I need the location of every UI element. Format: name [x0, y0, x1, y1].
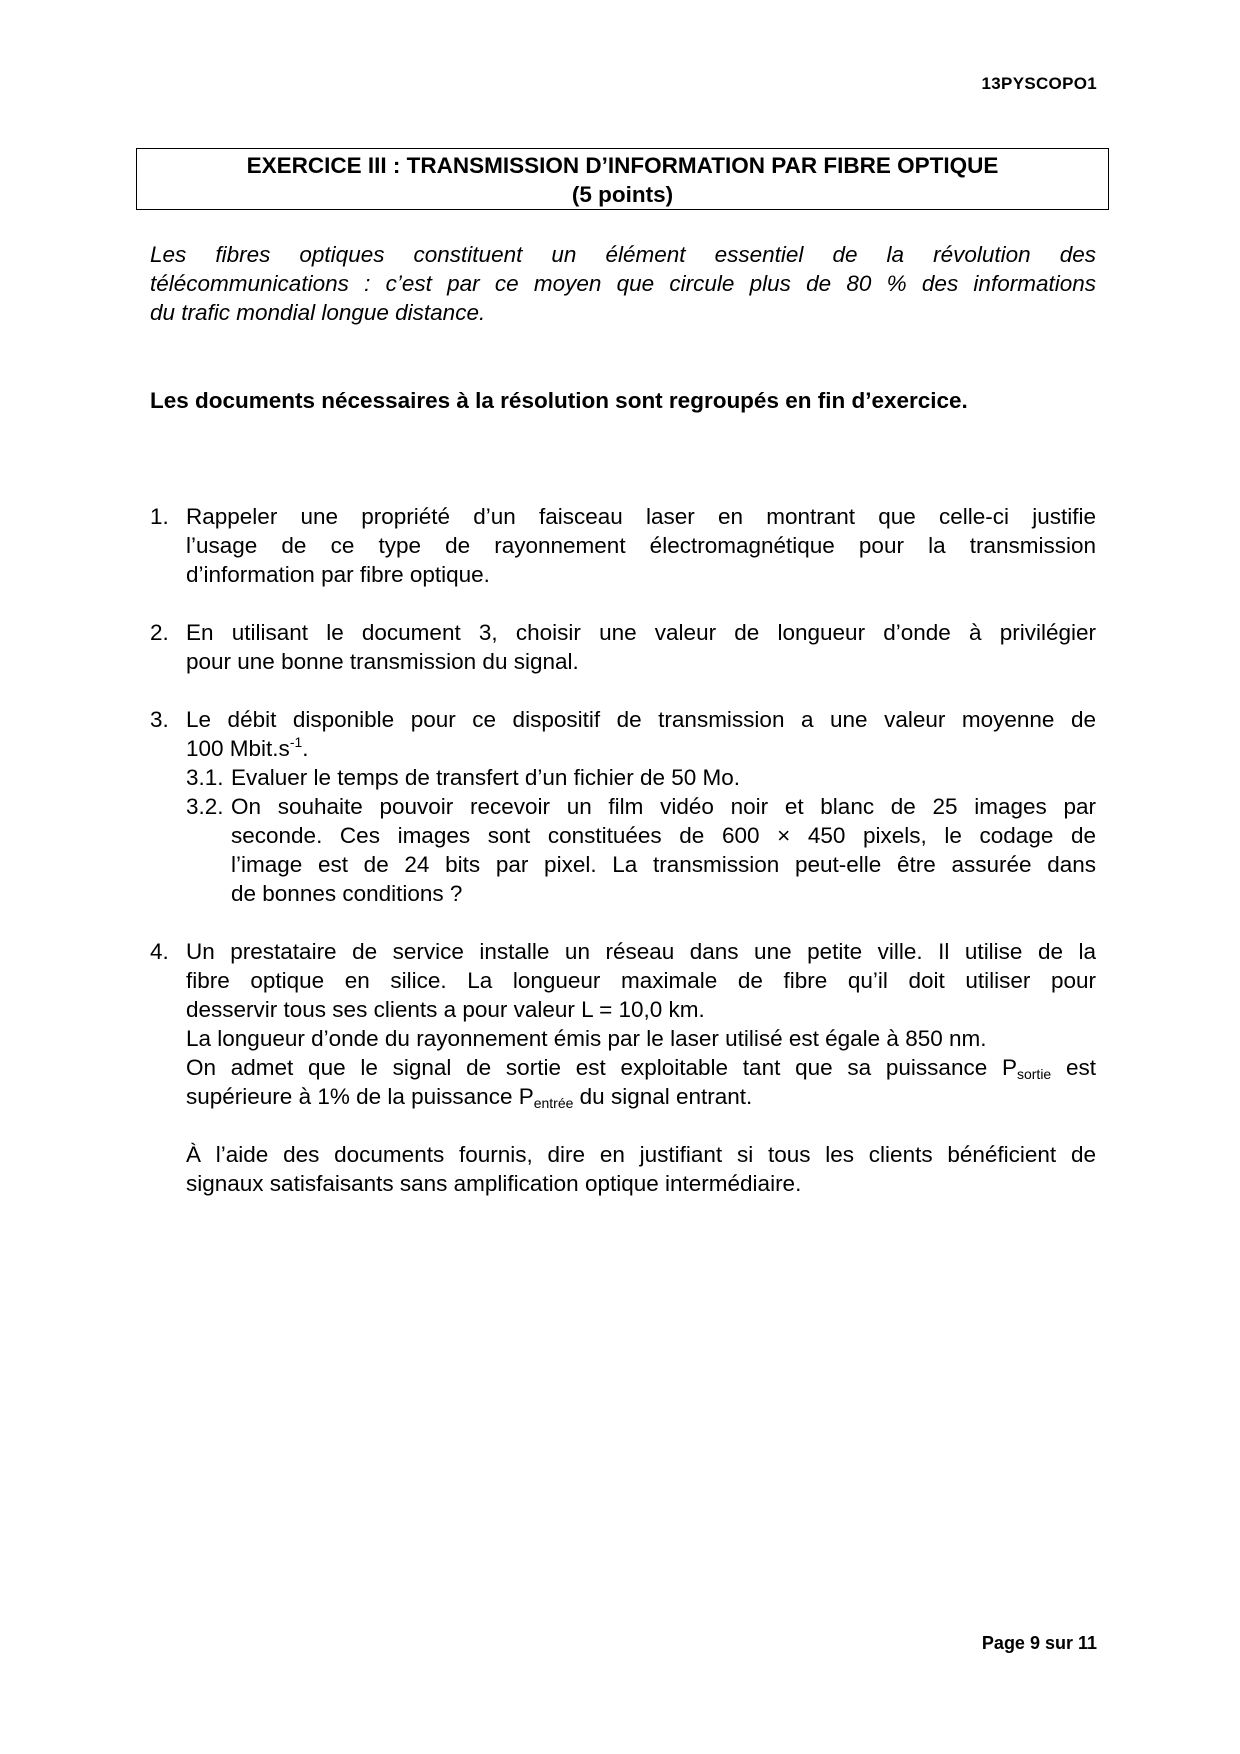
question-line: Un prestataire de service installe un réseau dans une petite ville. Il utilise de la: [186, 939, 1096, 964]
text-fragment: est: [1051, 1055, 1096, 1080]
question-line: fibre optique en silice. La longueur maximale de fibre qu’il doit utiliser pour: [186, 968, 1096, 993]
question-2: [150, 618, 1096, 676]
question-line: d’information par fibre optique.: [186, 562, 490, 587]
page-number: Page 9 sur 11: [981, 1633, 1097, 1653]
subquestion-3-1: [186, 763, 1096, 792]
question-line: Rappeler une propriété d’un faisceau laser en montrant que celle-ci justifie: [186, 504, 1096, 529]
text-fragment: du signal entrant.: [573, 1084, 753, 1109]
question-number: 4.: [150, 939, 169, 964]
question-line: l’usage de ce type de rayonnement électromagnétique pour la transmission: [186, 533, 1096, 558]
question-number: 1.: [150, 504, 169, 529]
intro-line: du trafic mondial longue distance.: [150, 300, 486, 325]
question-line: [186, 1053, 1096, 1082]
subscript-entree: entrée: [533, 1095, 574, 1111]
subscript-sortie: sortie: [1016, 1066, 1052, 1082]
question-number: 2.: [150, 620, 169, 645]
subquestion-3-2: [186, 792, 1096, 908]
question-line: signaux satisfaisants sans amplification optique intermédiaire.: [186, 1171, 802, 1196]
rate-exponent: -1: [289, 734, 303, 750]
subquestion-line: seconde. Ces images sont constituées de 600 × 450 pixels, le codage de: [231, 823, 1096, 848]
subquestion-number: 3.2.: [186, 794, 224, 819]
intro-paragraph: [150, 240, 1096, 327]
question-line: À l’aide des documents fournis, dire en justifiant si tous les clients bénéficient de: [186, 1142, 1096, 1167]
paragraph-gap: [186, 1111, 1096, 1140]
exercise-points: (5 points): [571, 182, 674, 207]
subquestion-line: On souhaite pouvoir recevoir un film vidéo noir et blanc de 25 images par: [231, 794, 1096, 819]
question-list: [150, 502, 1096, 1227]
question-line: La longueur d’onde du rayonnement émis par le laser utilisé est égale à 850 nm.: [186, 1026, 987, 1051]
question-line: En utilisant le document 3, choisir une valeur de longueur d’onde à privilégier: [186, 620, 1096, 645]
question-3: [150, 705, 1096, 908]
intro-line: Les fibres optiques constituent un élément essentiel de la révolution des: [150, 242, 1096, 267]
question-line: [186, 1082, 1096, 1111]
question-line: Le débit disponible pour ce dispositif de transmission a une valeur moyenne de: [186, 707, 1096, 732]
document-code: 13PYSCOPO1: [981, 74, 1097, 93]
question-number: 3.: [150, 707, 169, 732]
intro-line: télécommunications : c’est par ce moyen que circule plus de 80 % des informations: [150, 271, 1096, 296]
question-line: desservir tous ses clients a pour valeur L = 10,0 km.: [186, 997, 705, 1022]
text-fragment: On admet que le signal de sortie est exploitable tant que sa puissance P: [186, 1055, 1017, 1080]
subquestion-line: l’image est de 24 bits par pixel. La transmission peut-elle être assurée dans: [231, 852, 1096, 877]
exercise-title: EXERCICE III : TRANSMISSION D’INFORMATION PAR FIBRE OPTIQUE: [246, 153, 999, 178]
documents-note: Les documents nécessaires à la résolution sont regroupés en fin d’exercice.: [150, 388, 968, 413]
rate-value: 100 Mbit.s: [186, 736, 290, 761]
question-4: [150, 937, 1096, 1198]
question-1: [150, 502, 1096, 589]
question-line: pour une bonne transmission du signal.: [186, 649, 579, 674]
subquestion-line: de bonnes conditions ?: [231, 881, 463, 906]
exercise-title-box: [136, 148, 1109, 210]
subquestion-number: 3.1.: [186, 765, 224, 790]
question-line: [186, 734, 1096, 763]
subquestion-line: Evaluer le temps de transfert d’un fichier de 50 Mo.: [231, 765, 741, 790]
text-fragment: supérieure à 1% de la puissance P: [186, 1084, 534, 1109]
line-end: .: [302, 736, 309, 761]
